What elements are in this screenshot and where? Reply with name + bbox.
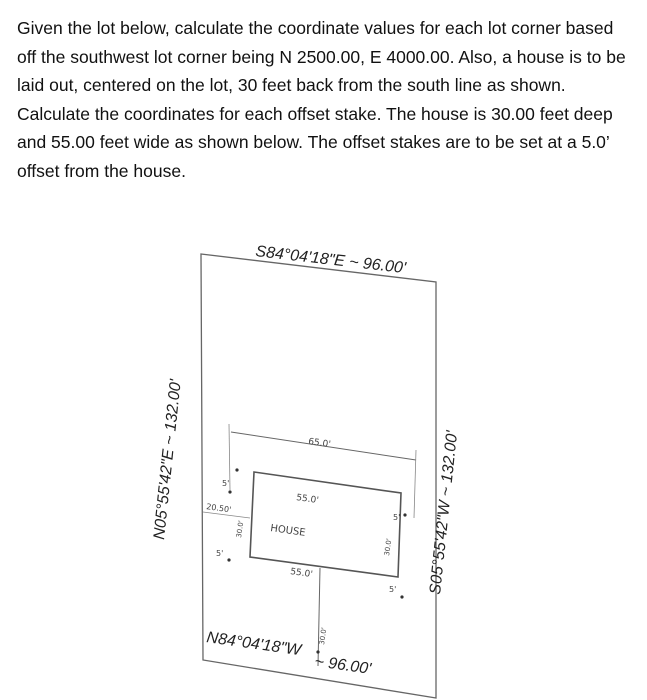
offset-5-top-left: 5' <box>222 479 230 488</box>
east-line-label: S05°55'42"W ~ 132.00' <box>427 430 462 596</box>
offset-stake <box>235 468 238 471</box>
dimension-30-setback: 30.0' <box>318 626 329 646</box>
offset-stake <box>228 490 231 493</box>
offset-stake <box>403 513 406 516</box>
west-line-label: N05°55'42"E ~ 132.00' <box>151 378 185 541</box>
offset-stake <box>227 558 230 561</box>
dimension-30-left: 30.0' <box>235 519 246 539</box>
offset-5-right: 5' <box>393 513 401 522</box>
offset-5-bottom-left: 5' <box>216 549 224 558</box>
dimension-30-right: 30.0' <box>383 537 394 557</box>
lot-plan-drawing <box>0 220 647 700</box>
north-line-label: S84°04'18"E ~ 96.00' <box>254 243 407 278</box>
south-line-bearing: N84°04'18"W <box>205 629 303 660</box>
dimension-2050: 20.50' <box>205 502 232 515</box>
dimension-65: 65.0' <box>307 437 332 451</box>
dimension-55-bottom: 55.0' <box>289 567 314 581</box>
offset-5-bottom-right: 5' <box>389 585 397 594</box>
offset-stake <box>400 595 403 598</box>
house-label: HOUSE <box>269 523 307 539</box>
problem-statement: Given the lot below, calculate the coordinate values for each lot corner based off the southwest lot corner being N 2500.00, E 4000.00. Also, a house is to be laid out, centered on the lot, 30 feet back from the south line as shown. Calculate the coordinates for each offset stake. The house is 30.00 feet deep and 55.00 feet wide as shown below. The offset stakes are to be set at a 5.0’ offset from the house. <box>17 18 626 181</box>
dimension-55-top: 55.0' <box>295 493 320 507</box>
south-line-distance: ~ 96.00' <box>313 653 373 678</box>
